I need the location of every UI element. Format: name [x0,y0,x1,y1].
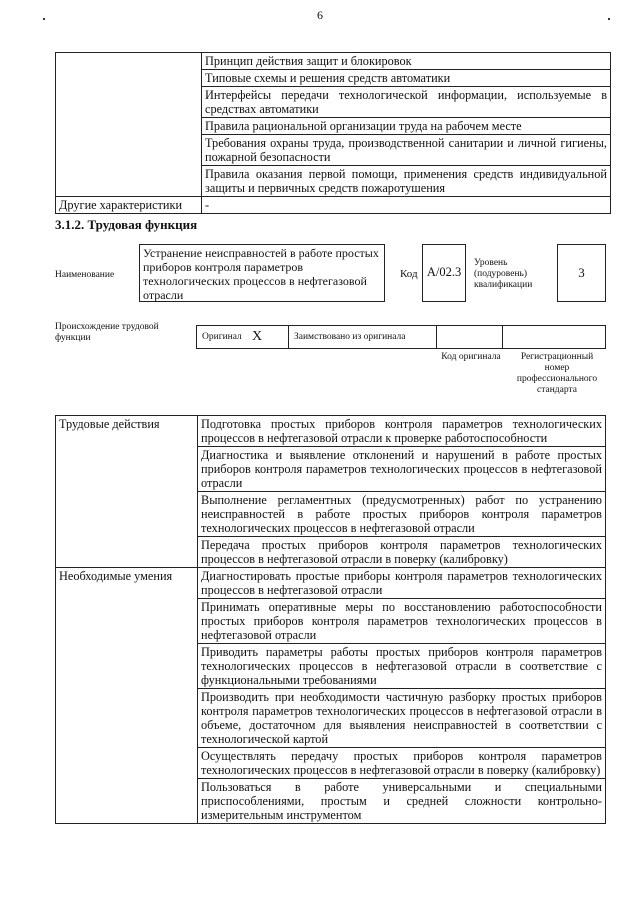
page-number: 6 [317,8,323,22]
knowledge-row: Типовые схемы и решения средств автоматики [202,70,611,87]
origin-label: Происхождение трудовой функции [55,322,159,343]
skill-row: Диагностировать простые приборы контроля параметров технологических процессов в нефтегазовой отрасли [198,568,606,599]
name-label: Наименование [55,270,115,280]
code-value-box: A/02.3 [422,244,466,302]
origin-row [196,325,606,349]
borrowed-label: Заимствовано из оригинала [294,332,406,342]
scan-speck [43,18,45,20]
section-title: 3.1.2. Трудовая функция [55,217,198,232]
action-row: Передача простых приборов контроля параметров технологических процессов в нефтегазовой отрасли в поверку (калибровку) [198,537,606,568]
knowledge-row: Правила рациональной организации труда на рабочем месте [202,118,611,135]
actions-label: Трудовые действия [56,416,198,568]
divider [288,326,289,348]
action-row: Выполнение регламентных (предусмотренных) работ по устранению неисправностей в работе простых приборов контроля параметров технологических процессов в нефтегазовой отрасли [198,492,606,537]
function-name-box: Устранение неисправностей в работе простых приборов контроля параметров технологических процессов в нефтегазовой отрасли [139,244,385,302]
knowledge-row: Правила оказания первой помощи, применения средств индивидуальной защиты и первичных средств пожаротушения [202,166,611,197]
registration-caption: Регистрационный номер профессионального стандарта [516,352,598,395]
skill-row: Принимать оперативные меры по восстановлению работоспособности простых приборов контроля параметров технологических процессов в нефтегазовой отрасли [198,599,606,644]
original-mark: X [252,329,263,344]
divider [502,326,503,348]
level-label: Уровень (подуровень) квалификации [474,258,533,290]
action-row: Диагностика и выявление отклонений и нарушений в работе простых приборов контроля параметров технологических процессов в нефтегазовой отрасли [198,447,606,492]
table-left-empty-cell [56,53,202,197]
other-characteristics-label: Другие характеристики [56,197,202,214]
action-row: Подготовка простых приборов контроля параметров технологических процессов в нефтегазовой отрасли к проверке работоспособности [198,416,606,447]
divider [436,326,437,348]
skills-label: Необходимые умения [56,568,198,824]
knowledge-row: Принцип действия защит и блокировок [202,53,611,70]
skill-row: Производить при необходимости частичную разборку простых приборов контроля параметров технологических процессов в нефтегазовой отрасли в объеме, достаточном для выявления неисправностей в соответствии с технологической картой [198,689,606,748]
level-value-box: 3 [557,244,606,302]
knowledge-table [55,52,611,214]
knowledge-row: Интерфейсы передачи технологической информации, используемые в средствах автоматики [202,87,611,118]
labor-actions-table [55,415,606,824]
original-label: Оригинал [202,332,242,342]
scan-speck [608,18,610,20]
knowledge-row: Требования охраны труда, производственной санитарии и личной гигиены, пожарной безопасности [202,135,611,166]
skill-row: Приводить параметры работы простых приборов контроля параметров технологических процессов в нефтегазовой отрасли в соответствие с функциональными требованиями [198,644,606,689]
code-original-caption: Код оригинала [441,352,501,362]
skill-row: Пользоваться в работе универсальными и специальными приспособлениями, простым и средней сложности контрольно-измерительным инструментом [198,779,606,824]
code-label: Код [400,268,418,280]
other-characteristics-value: - [202,197,611,214]
skill-row: Осуществлять передачу простых приборов контроля параметров технологических процессов в нефтегазовой отрасли в поверку (калибровку) [198,748,606,779]
